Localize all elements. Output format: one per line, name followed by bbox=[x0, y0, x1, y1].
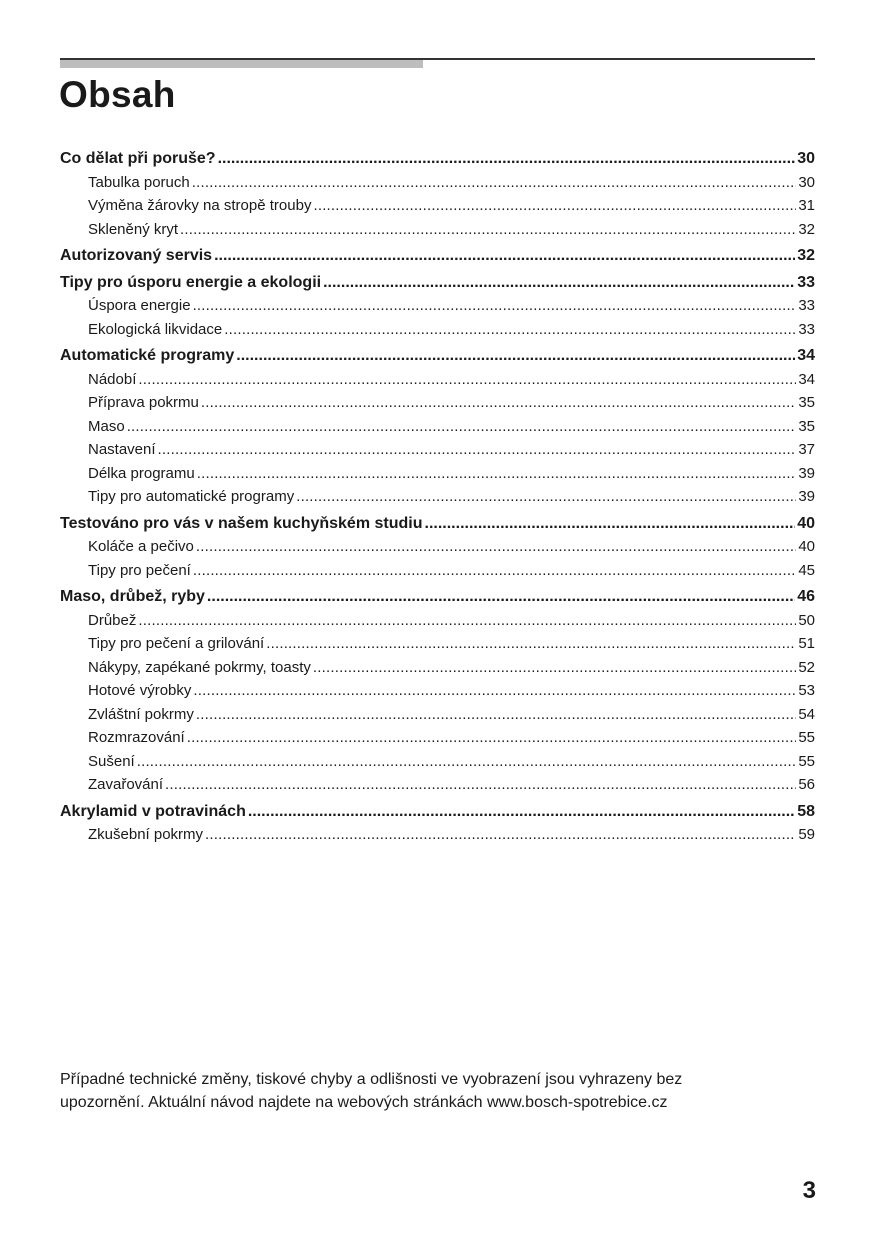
toc-entry-label: Automatické programy bbox=[60, 347, 235, 364]
toc-leader-dots bbox=[193, 679, 796, 703]
toc-entry-label: Hotové výrobky bbox=[88, 682, 192, 699]
toc-entry-label: Tipy pro pečení bbox=[88, 561, 191, 579]
toc-entry-page: 32 bbox=[797, 247, 815, 264]
toc-leader-dots bbox=[197, 462, 797, 486]
toc-entry-page: 55 bbox=[798, 752, 815, 770]
toc-entry-page: 31 bbox=[798, 197, 815, 214]
toc-entry-label: Sušení bbox=[88, 752, 135, 770]
toc-entry-label: Zkušební pokrmy bbox=[88, 826, 204, 843]
toc-entry-page: 54 bbox=[798, 705, 815, 723]
toc-leader-dots bbox=[296, 485, 796, 509]
toc-leader-dots bbox=[224, 318, 796, 342]
toc-entry-label: Tipy pro automatické programy bbox=[88, 488, 295, 505]
toc-entry-label: Tipy pro úsporu energie a ekologii bbox=[60, 273, 322, 291]
toc-leader-dots bbox=[192, 171, 797, 195]
footer-line-2: upozornění. Aktuální návod najdete na webových stránkách www.bosch-spotrebice.cz bbox=[60, 1094, 668, 1111]
toc-entry-page: 40 bbox=[797, 514, 815, 532]
toc-leader-dots bbox=[266, 632, 796, 656]
toc-section-entry[interactable] bbox=[60, 318, 815, 342]
toc-leader-dots bbox=[323, 271, 795, 295]
toc-leader-dots bbox=[205, 823, 796, 847]
toc-entry-label: Skleněný kryt bbox=[88, 220, 179, 238]
toc-entry-label: Ekologická likvidace bbox=[88, 320, 223, 338]
toc-entry-page: 45 bbox=[798, 561, 815, 579]
toc-leader-dots bbox=[158, 438, 797, 462]
toc-section-entry[interactable] bbox=[60, 485, 815, 509]
footer-note bbox=[60, 1068, 820, 1114]
toc-entry-page: 33 bbox=[798, 297, 815, 314]
toc-entry-label: Zvláštní pokrmy bbox=[88, 705, 194, 723]
toc-leader-dots bbox=[313, 656, 796, 680]
toc-entry-label: Drůbež bbox=[88, 611, 137, 629]
toc-entry-label: Rozmrazování bbox=[88, 729, 185, 746]
toc-section-entry[interactable] bbox=[60, 218, 815, 242]
page-title: Obsah bbox=[59, 74, 176, 115]
toc-entry-page: 56 bbox=[798, 776, 815, 793]
toc-leader-dots bbox=[207, 585, 795, 609]
toc-section-entry[interactable] bbox=[60, 750, 815, 774]
toc-leader-dots bbox=[165, 773, 796, 797]
toc-entry-label: Co dělat při poruše? bbox=[60, 150, 216, 167]
toc-entry-label: Maso bbox=[88, 417, 125, 435]
toc-chapter-entry[interactable] bbox=[60, 344, 815, 368]
toc-leader-dots bbox=[138, 368, 796, 392]
toc-entry-label: Koláče a pečivo bbox=[88, 538, 194, 555]
toc-chapter-entry[interactable] bbox=[60, 512, 815, 536]
toc-entry-page: 33 bbox=[797, 273, 815, 291]
toc-entry-label: Úspora energie bbox=[88, 297, 191, 314]
page-number: 3 bbox=[802, 1177, 816, 1204]
toc-chapter-entry[interactable] bbox=[60, 585, 815, 609]
toc-section-entry[interactable] bbox=[60, 632, 815, 656]
toc-section-entry[interactable] bbox=[60, 294, 815, 318]
toc-entry-label: Výměna žárovky na stropě trouby bbox=[88, 197, 312, 214]
toc-entry-page: 39 bbox=[798, 488, 815, 505]
toc-entry-label: Nákypy, zapékané pokrmy, toasty bbox=[88, 658, 311, 676]
toc-entry-page: 55 bbox=[798, 729, 815, 746]
toc-entry-label: Akrylamid v potravinách bbox=[60, 802, 246, 820]
toc-leader-dots bbox=[187, 726, 797, 750]
toc-entry-page: 46 bbox=[797, 588, 815, 605]
toc-entry-label: Tabulka poruch bbox=[88, 173, 190, 191]
toc-leader-dots bbox=[127, 415, 797, 439]
toc-leader-dots bbox=[193, 559, 796, 583]
toc-leader-dots bbox=[180, 218, 796, 242]
toc-entry-page: 34 bbox=[798, 370, 815, 388]
toc-entry-page: 53 bbox=[798, 682, 815, 699]
toc-section-entry[interactable] bbox=[60, 194, 815, 218]
toc-chapter-entry[interactable] bbox=[60, 147, 815, 171]
toc-entry-page: 35 bbox=[798, 394, 815, 411]
toc-entry-page: 39 bbox=[798, 464, 815, 482]
toc-leader-dots bbox=[218, 147, 796, 171]
toc-entry-page: 32 bbox=[798, 220, 815, 238]
toc-section-entry[interactable] bbox=[60, 609, 815, 633]
toc-leader-dots bbox=[248, 800, 795, 824]
toc-entry-page: 33 bbox=[798, 320, 815, 338]
toc-section-entry[interactable] bbox=[60, 773, 815, 797]
toc-entry-label: Testováno pro vás v našem kuchyňském studiu bbox=[60, 514, 423, 532]
toc-section-entry[interactable] bbox=[60, 726, 815, 750]
toc-leader-dots bbox=[201, 391, 796, 415]
toc-section-entry[interactable] bbox=[60, 656, 815, 680]
toc-leader-dots bbox=[425, 512, 796, 536]
toc-entry-page: 50 bbox=[798, 611, 815, 629]
toc-section-entry[interactable] bbox=[60, 438, 815, 462]
toc-entry-page: 58 bbox=[797, 802, 815, 820]
toc-entry-page: 51 bbox=[798, 635, 815, 652]
toc-leader-dots bbox=[196, 535, 796, 559]
toc-entry-page: 35 bbox=[798, 417, 815, 435]
toc-entry-label: Příprava pokrmu bbox=[88, 394, 199, 411]
toc-leader-dots bbox=[137, 750, 797, 774]
toc-leader-dots bbox=[196, 703, 796, 727]
toc-section-entry[interactable] bbox=[60, 703, 815, 727]
toc-chapter-entry[interactable] bbox=[60, 271, 815, 295]
footer-line-1: Případné technické změny, tiskové chyby a odlišnosti ve vyobrazení jsou vyhrazeny bez bbox=[60, 1071, 683, 1088]
toc-entry-page: 30 bbox=[798, 173, 815, 191]
toc-section-entry[interactable] bbox=[60, 368, 815, 392]
toc-entry-label: Maso, drůbež, ryby bbox=[60, 588, 205, 605]
toc-section-entry[interactable] bbox=[60, 559, 815, 583]
table-of-contents bbox=[60, 147, 815, 847]
toc-chapter-entry[interactable] bbox=[60, 800, 815, 824]
toc-entry-page: 40 bbox=[798, 538, 815, 555]
toc-entry-label: Tipy pro pečení a grilování bbox=[88, 635, 265, 652]
toc-chapter-entry[interactable] bbox=[60, 244, 815, 268]
toc-entry-label: Nádobí bbox=[88, 370, 137, 388]
toc-section-entry[interactable] bbox=[60, 462, 815, 486]
toc-entry-label: Délka programu bbox=[88, 464, 195, 482]
toc-leader-dots bbox=[214, 244, 795, 268]
toc-section-entry[interactable] bbox=[60, 415, 815, 439]
toc-leader-dots bbox=[313, 194, 796, 218]
toc-entry-page: 37 bbox=[798, 441, 815, 458]
toc-section-entry[interactable] bbox=[60, 679, 815, 703]
toc-section-entry[interactable] bbox=[60, 171, 815, 195]
toc-section-entry[interactable] bbox=[60, 391, 815, 415]
toc-entry-page: 34 bbox=[797, 347, 815, 364]
header-accent-bar bbox=[60, 60, 423, 68]
toc-entry-label: Zavařování bbox=[88, 776, 164, 793]
toc-entry-label: Autorizovaný servis bbox=[60, 247, 213, 264]
toc-leader-dots bbox=[193, 294, 797, 318]
toc-entry-page: 52 bbox=[798, 658, 815, 676]
toc-section-entry[interactable] bbox=[60, 535, 815, 559]
toc-leader-dots bbox=[138, 609, 796, 633]
toc-section-entry[interactable] bbox=[60, 823, 815, 847]
toc-entry-page: 30 bbox=[797, 150, 815, 167]
toc-entry-page: 59 bbox=[798, 826, 815, 843]
toc-entry-label: Nastavení bbox=[88, 441, 156, 458]
toc-leader-dots bbox=[236, 344, 795, 368]
